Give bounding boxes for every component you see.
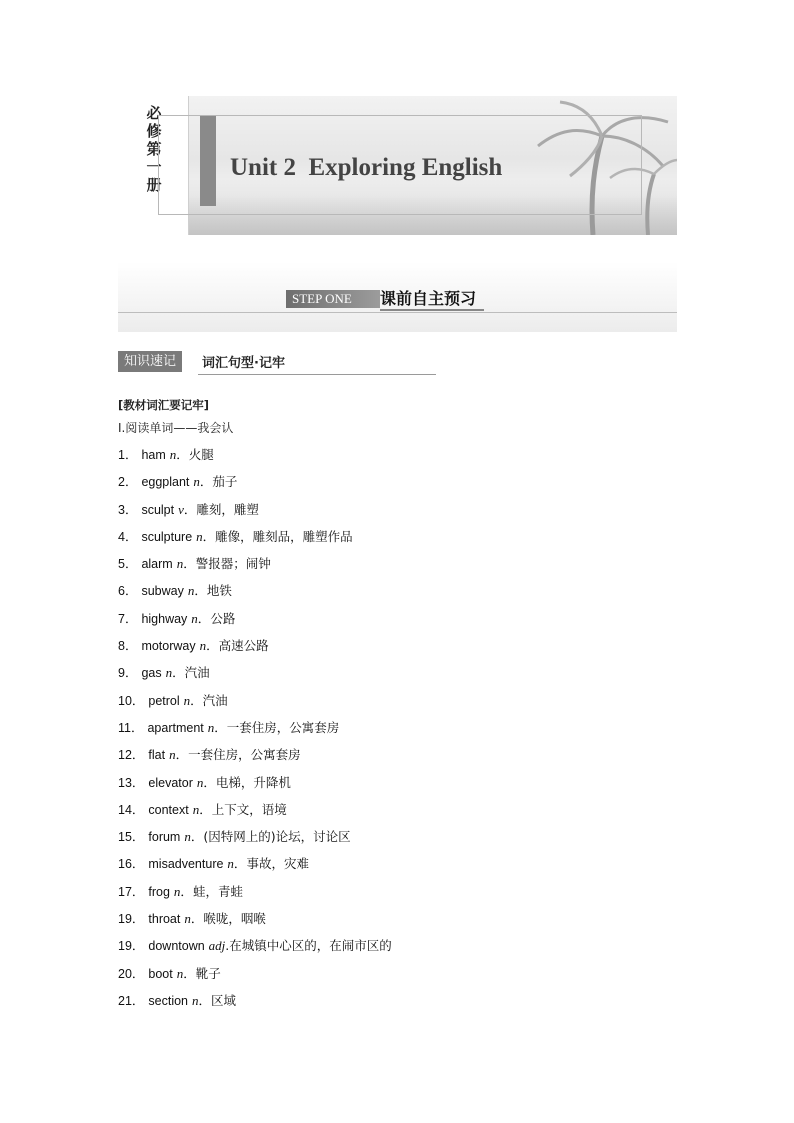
vocab-number: 16．: [118, 857, 145, 872]
vocab-item: [118, 441, 678, 468]
vocab-word: gas: [141, 666, 162, 681]
vocab-item: [118, 468, 678, 495]
vocab-item: [118, 796, 678, 823]
vocab-word: apartment: [147, 720, 204, 735]
part-of-speech: n: [176, 965, 184, 981]
vocab-number: 9．: [118, 666, 138, 681]
vocab-item: [118, 687, 678, 714]
knowledge-title: 词汇句型·记牢: [202, 356, 285, 371]
vocab-item: [118, 960, 678, 987]
divider: [118, 312, 677, 313]
vocab-word: petrol: [148, 693, 180, 708]
vocab-meaning: 蛙，青蛙: [192, 883, 243, 899]
vocab-meaning: 电梯，升降机: [215, 774, 291, 790]
vocab-item: [118, 878, 678, 905]
separator: ．: [190, 829, 204, 845]
separator: ．: [199, 474, 213, 490]
vocab-word: highway: [141, 611, 188, 626]
part-of-speech: adj: [208, 938, 226, 954]
separator: ．: [172, 665, 185, 681]
vocab-item: [118, 741, 678, 768]
step-label: STEP ONE: [286, 290, 380, 308]
part-of-speech: n: [187, 583, 195, 599]
vocab-number: 8．: [118, 639, 138, 654]
vocab-number: 17．: [118, 884, 145, 899]
vocab-meaning: 雕刻，雕塑: [196, 501, 259, 517]
vocab-meaning: 在城镇中心区的，在闹市区的: [229, 938, 392, 954]
vocab-word: sculpture: [141, 529, 193, 544]
separator: ．: [214, 719, 227, 735]
vocab-meaning: 火腿: [188, 447, 214, 462]
vocab-item: [118, 605, 678, 632]
vocab-word: frog: [148, 884, 170, 899]
vocab-number: 2．: [118, 475, 138, 490]
step-title: 课前自主预习: [380, 286, 484, 311]
vocab-word: elevator: [148, 775, 193, 790]
separator: ．: [202, 528, 216, 544]
part-of-speech: n: [173, 883, 181, 899]
vocab-meaning: 区域: [211, 992, 237, 1008]
part-of-speech: v: [178, 501, 184, 517]
vocab-item: [118, 659, 678, 686]
part-of-speech: n: [191, 992, 199, 1008]
separator: ．: [190, 911, 204, 927]
vocab-meaning: 汽油: [202, 692, 228, 708]
vocab-item: [118, 987, 678, 1014]
vocab-item: [118, 496, 678, 523]
vocab-number: 14．: [118, 802, 145, 817]
part-of-speech: n: [227, 856, 234, 872]
separator: ．: [180, 883, 193, 899]
knowledge-tag: 知识速记: [118, 351, 182, 372]
part-of-speech: n: [183, 692, 191, 708]
vocab-number: 5．: [118, 557, 138, 572]
part-of-speech: n: [169, 747, 176, 763]
vocab-word: misadventure: [148, 857, 224, 872]
unit-banner: [118, 96, 677, 235]
part-of-speech: n: [193, 474, 200, 490]
separator: .: [225, 938, 230, 954]
vocab-item: [118, 823, 678, 850]
vocab-number: 21．: [118, 993, 145, 1008]
part-of-speech: n: [184, 911, 191, 927]
vocab-number: 11．: [118, 720, 144, 735]
vocab-section: [118, 395, 678, 1014]
vocab-meaning: (因特网上的)论坛，讨论区: [203, 829, 351, 845]
vocab-number: 4．: [118, 529, 138, 544]
vocab-word: throat: [148, 912, 181, 927]
separator: ．: [233, 856, 247, 872]
vocab-meaning: 一套住房，公寓套房: [226, 719, 340, 735]
separator: ．: [183, 965, 196, 981]
part-of-speech: n: [165, 665, 173, 681]
vocab-word: ham: [141, 448, 166, 462]
part-of-speech: n: [192, 801, 200, 817]
separator: ．: [197, 610, 211, 626]
vocab-number: 19．: [118, 912, 145, 927]
separator: ．: [203, 774, 216, 790]
vocab-number: 13．: [118, 775, 145, 790]
book-volume-label: 必修第一册: [146, 104, 162, 194]
vocab-list: [118, 441, 678, 1014]
part-of-speech: n: [207, 719, 215, 735]
knowledge-header: [118, 349, 436, 375]
vocab-meaning: 地铁: [206, 583, 232, 599]
section-subheading: Ⅰ.阅读单词——我会认: [118, 421, 234, 435]
vocab-meaning: 喉咙，咽喉: [203, 911, 266, 927]
part-of-speech: n: [176, 556, 184, 572]
vocab-number: 19．: [118, 939, 145, 954]
section-heading: [教材词汇要记牢]: [118, 398, 210, 412]
vocab-word: alarm: [141, 557, 173, 572]
vocab-number: 20．: [118, 966, 145, 981]
vocab-item: [118, 632, 678, 659]
step-section-band: [118, 262, 677, 332]
part-of-speech: n: [196, 774, 204, 790]
vocab-word: subway: [141, 584, 184, 599]
separator: ．: [190, 692, 203, 708]
vocab-meaning: 高速公路: [218, 638, 269, 654]
unit-title: Unit 2 Exploring English: [230, 154, 503, 181]
vocab-word: forum: [148, 830, 181, 845]
vocab-word: flat: [148, 748, 166, 763]
vocab-item: [118, 523, 678, 550]
vocab-item: [118, 577, 678, 604]
vocab-meaning: 上下文，语境: [211, 801, 287, 817]
vocab-meaning: 警报器；闹钟: [195, 556, 271, 572]
part-of-speech: n: [191, 610, 198, 626]
part-of-speech: n: [196, 528, 203, 544]
vocab-word: boot: [148, 966, 173, 981]
vocab-number: 15．: [118, 830, 145, 845]
separator: ．: [199, 801, 212, 817]
vocab-item: [118, 714, 678, 741]
vocab-word: eggplant: [141, 475, 190, 490]
vocab-meaning: 事故，灾难: [246, 856, 309, 872]
vocab-item: [118, 550, 678, 577]
vocab-item: [118, 932, 678, 959]
part-of-speech: n: [169, 447, 177, 462]
divider: [198, 374, 436, 375]
vocab-meaning: 茄子: [212, 474, 238, 490]
part-of-speech: n: [184, 829, 191, 845]
vocab-item: [118, 769, 678, 796]
vocab-item: [118, 850, 678, 877]
separator: ．: [198, 992, 211, 1008]
vocab-meaning: 靴子: [195, 965, 221, 981]
vocab-meaning: 汽油: [184, 665, 210, 681]
vocab-meaning: 雕像，雕刻品，雕塑作品: [215, 528, 353, 544]
vocab-meaning: 公路: [210, 610, 236, 626]
vocab-number: 7．: [118, 611, 138, 626]
vocab-item: [118, 905, 678, 932]
separator: ．: [183, 556, 196, 572]
vocab-number: 10．: [118, 693, 145, 708]
vocab-meaning: 一套住房，公寓套房: [188, 747, 301, 763]
vocab-number: 3．: [118, 502, 138, 517]
separator: ．: [176, 447, 189, 462]
separator: ．: [183, 501, 197, 517]
vocab-word: context: [148, 802, 189, 817]
vocab-number: 6．: [118, 584, 138, 599]
separator: ．: [175, 747, 189, 763]
vocab-word: downtown: [148, 939, 205, 954]
vocab-word: section: [148, 993, 188, 1008]
vocab-word: sculpt: [141, 502, 175, 517]
vocab-word: motorway: [141, 639, 196, 654]
vocab-number: 12．: [118, 748, 145, 763]
separator: ．: [194, 583, 207, 599]
part-of-speech: n: [199, 638, 207, 654]
separator: ．: [206, 638, 219, 654]
vocab-number: 1．: [118, 448, 138, 462]
